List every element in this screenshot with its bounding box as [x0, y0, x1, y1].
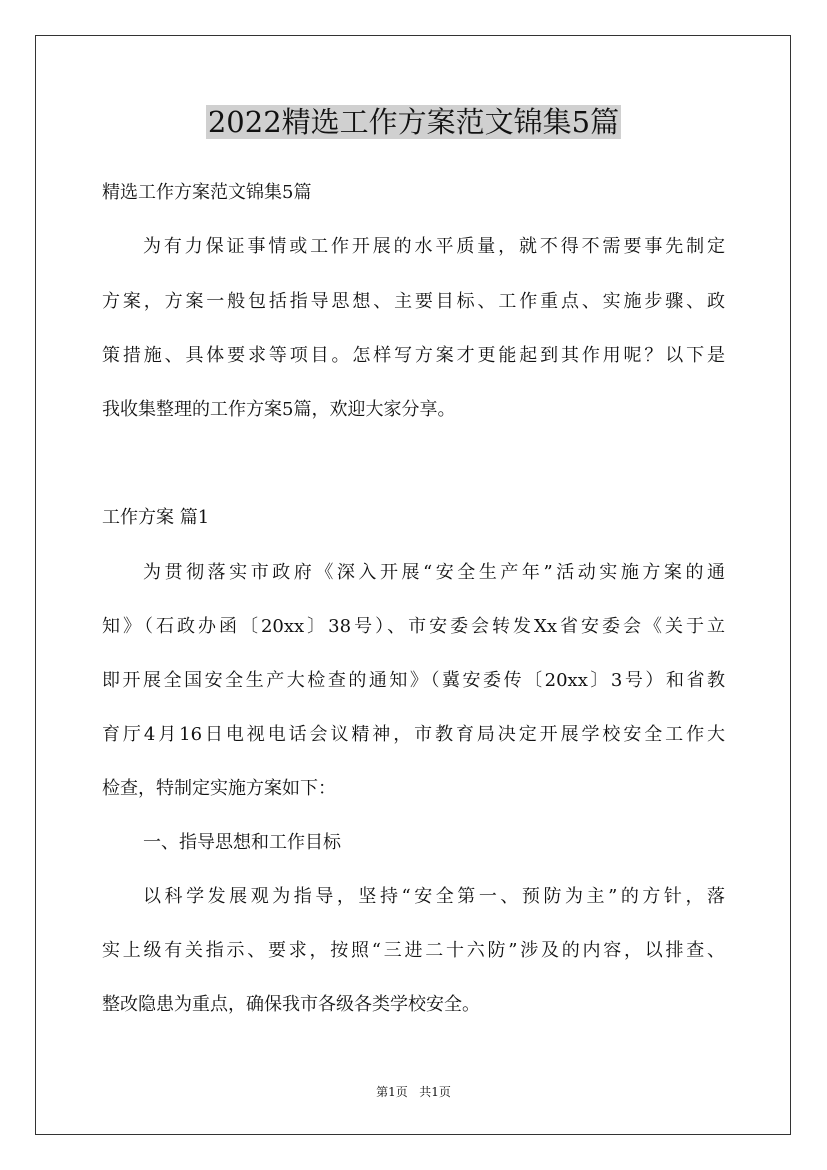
page-total-label: 共1页	[419, 1085, 451, 1099]
document-subtitle: 精选工作方案范文锦集5篇	[102, 182, 312, 203]
subsection-body-line-2: 实上级有关指示、要求，按照“三进二十六防”涉及的内容，以排查、	[102, 940, 725, 961]
intro-line-2: 方案，方案一般包括指导思想、主要目标、工作重点、实施步骤、政	[102, 291, 725, 312]
page-footer	[0, 1084, 827, 1100]
section-body-line-4: 育厅4月16日电视电话会议精神，市教育局决定开展学校安全工作大	[102, 724, 725, 745]
section-body-line-1: 为贯彻落实市政府《深入开展“安全生产年”活动实施方案的通	[143, 562, 725, 583]
section-heading: 工作方案 篇1	[102, 507, 210, 528]
document-title-text: 2022精选工作方案范文锦集5篇	[207, 105, 620, 139]
intro-line-4: 我收集整理的工作方案5篇，欢迎大家分享。	[102, 399, 456, 420]
section-body-line-2: 知》（石政办函〔20xx〕38号）、市安委会转发Xx省安委会《关于立	[102, 616, 725, 637]
subsection-body-line-3: 整改隐患为重点，确保我市各级各类学校安全。	[102, 994, 480, 1015]
section-body-line-3: 即开展全国安全生产大检查的通知》（冀安委传〔20xx〕3号）和省教	[102, 670, 725, 691]
page-number-label: 第1页	[376, 1085, 408, 1099]
section-body-line-5: 检查，特制定实施方案如下：	[102, 778, 336, 799]
intro-line-1: 为有力保证事情或工作开展的水平质量，就不得不需要事先制定	[143, 236, 725, 257]
document-title	[0, 100, 827, 144]
subsection-body-line-1: 以科学发展观为指导，坚持“安全第一、预防为主”的方针，落	[143, 886, 725, 907]
intro-line-3: 策措施、具体要求等项目。怎样写方案才更能起到其作用呢？以下是	[102, 345, 725, 366]
subsection-heading: 一、指导思想和工作目标	[143, 832, 341, 853]
